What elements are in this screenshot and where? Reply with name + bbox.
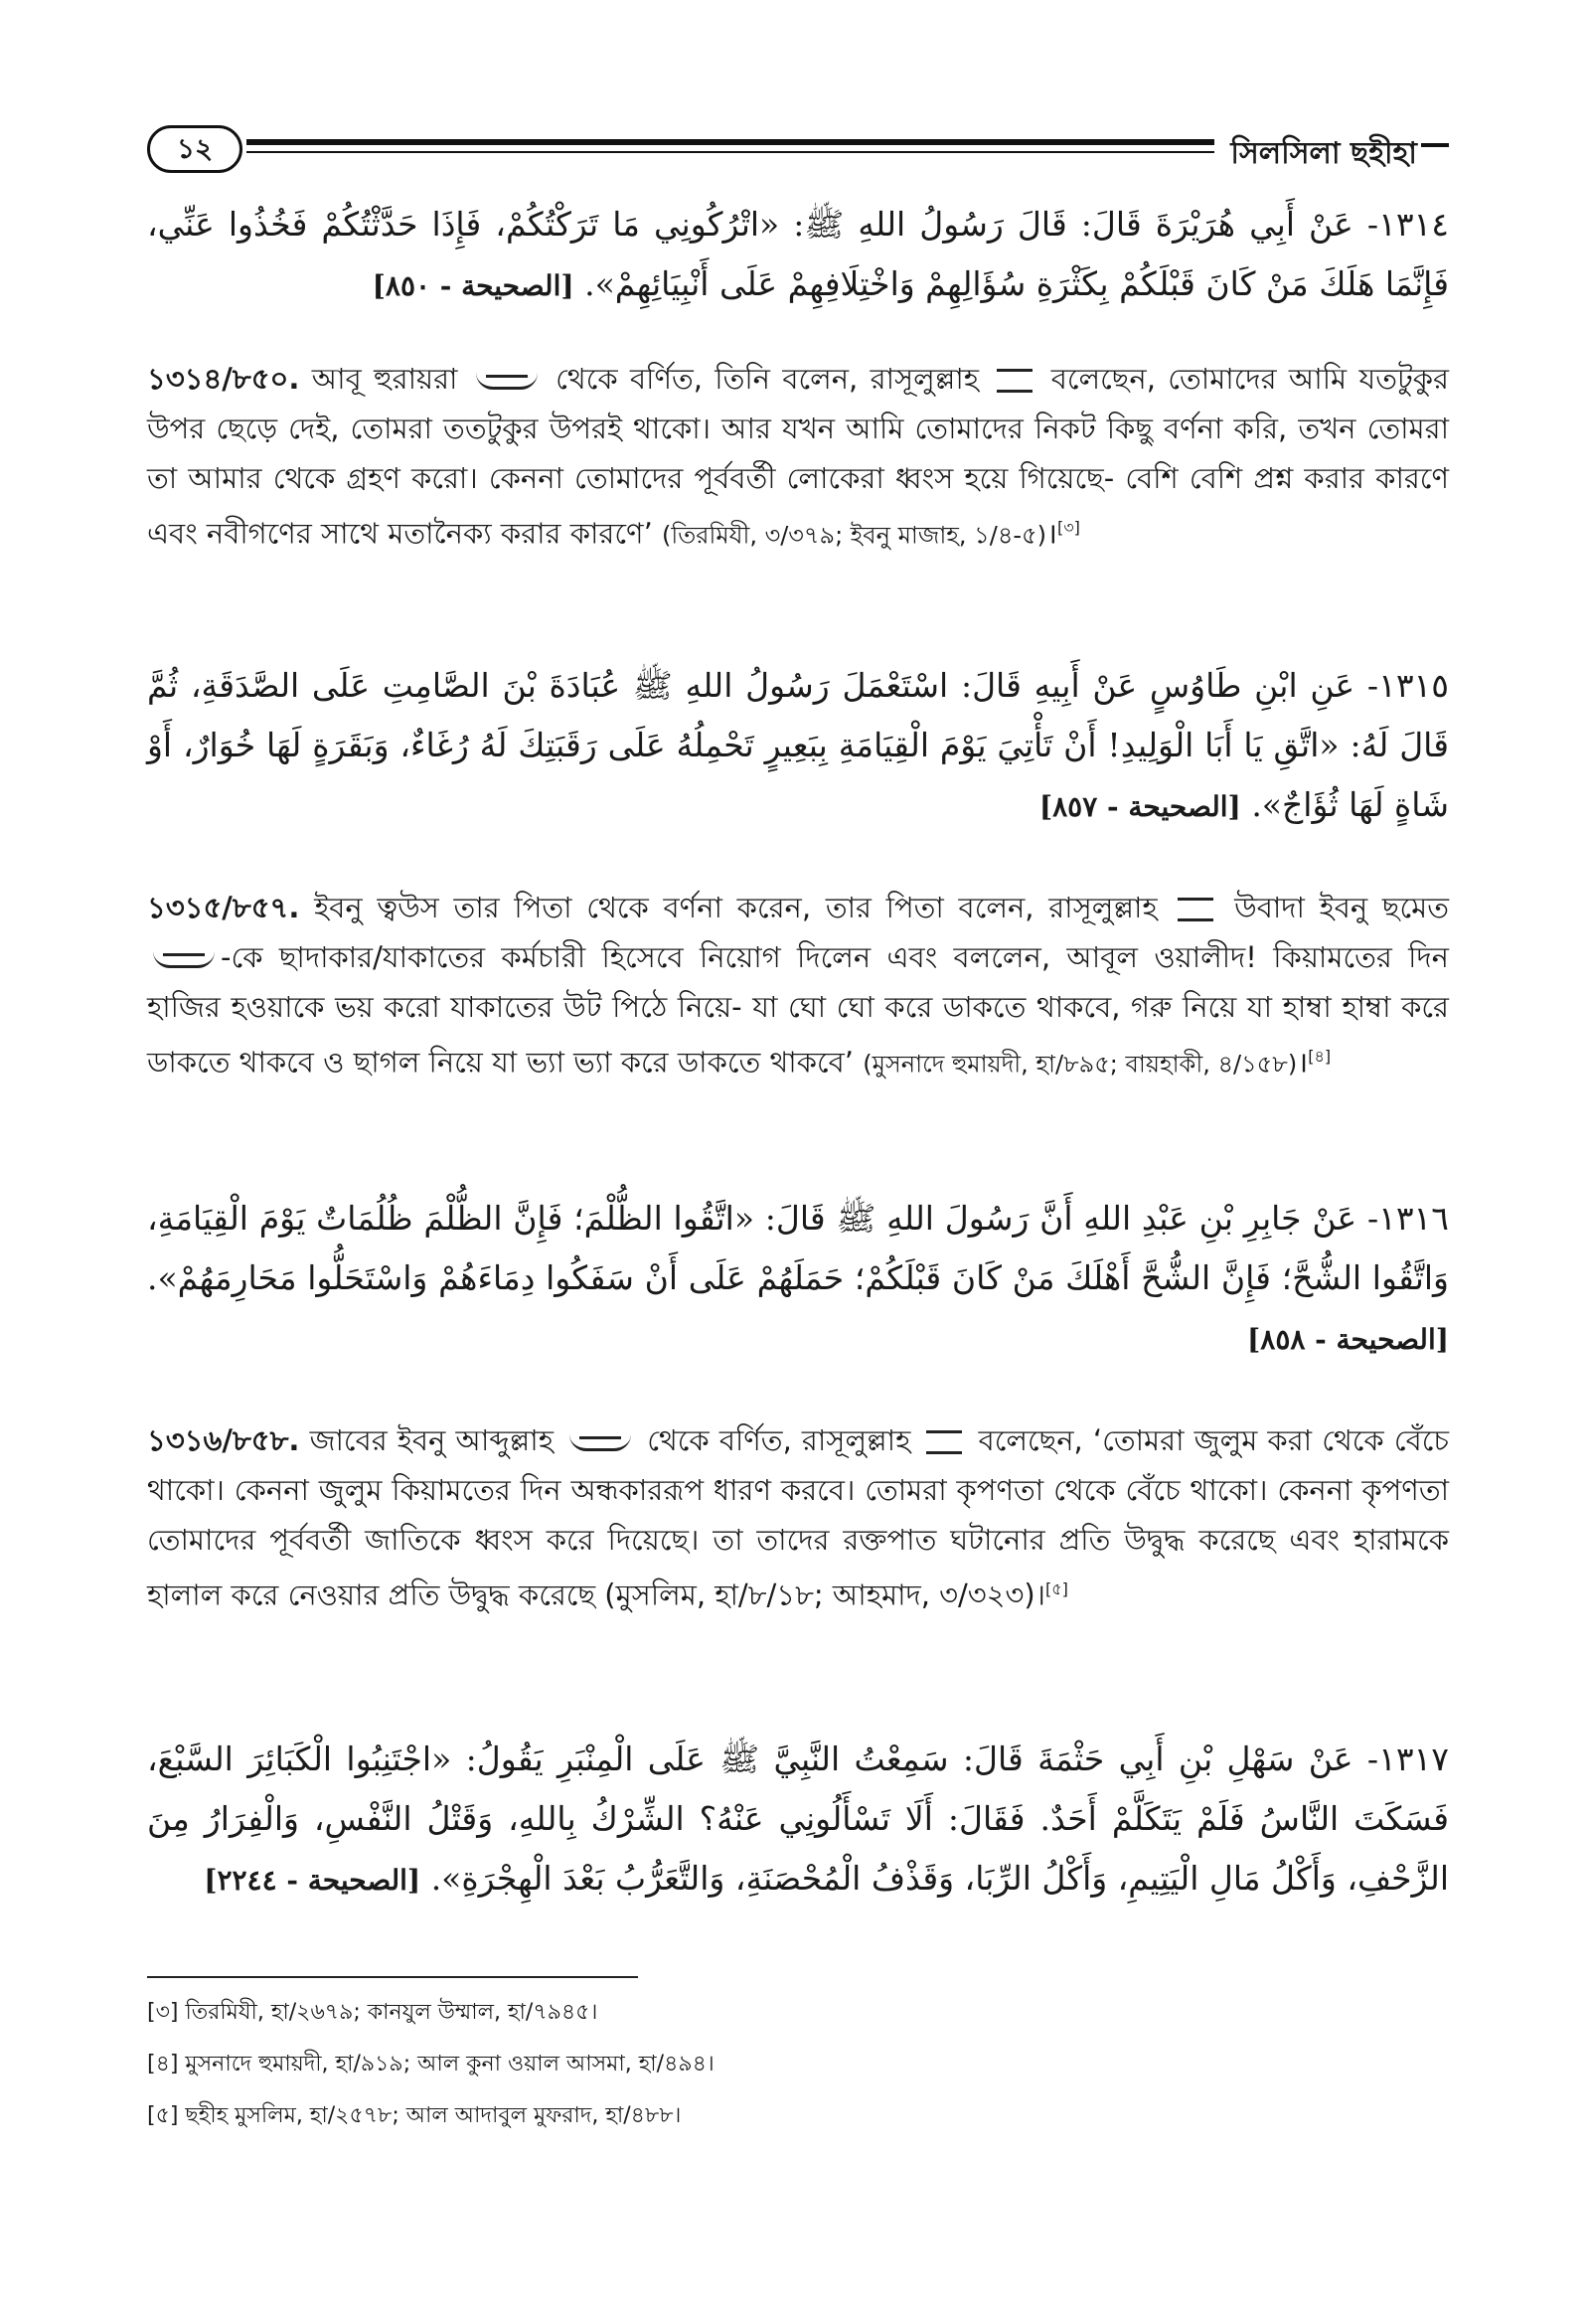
arabic-text: ١٣١٥- عَنِ ابْنِ طَاوُسٍ عَنْ أَبِيهِ قَالَ: اسْتَعْمَلَ رَسُولُ اللهِ ﷺ عُبَادَةَ بْنَ الصَّامِتِ عَلَى الصَّدَقَةِ، ثُمَّ قَالَ لَهُ: «اتَّقِ يَا أَبَا الْوَلِيدِ! أَنْ تَأْتِيَ يَوْمَ الْقِيَامَةِ بِبَعِيرٍ تَحْمِلُهُ عَلَى رَقَبَتِكَ لَهُ رُغَاءٌ، وَبَقَرَةٍ لَهَا خُوَارٌ، أَوْ شَاةٍ لَهَا ثُؤَاجٌ». (147, 666, 1449, 824)
footnote-divider (147, 1976, 638, 1978)
bangla-text: বলেছেন, তোমাদের আমি যতটুকুর উপর ছেড়ে দেই, তোমরা ততটুকুর উপরই থাকো। আর যখন আমি তোমাদের নিকট কিছু বর্ণনা করি, তখন তোমরা তা আমার থেকে গ্রহণ করো। কেননা তোমাদের পূর্ববর্তী লোকেরা ধ্বংস হয়ে গিয়েছে- বেশি বেশি প্রশ্ন করার কারণে এবং নবীগণের সাথে মতানৈক্য করার কারণে’ (147, 362, 1450, 551)
book-title: সিলসিলা ছহীহা (1230, 136, 1417, 171)
footnote-marker: [৩] (1057, 518, 1080, 537)
arabic-reference: [الصحيحة - ٨٥٨] (1247, 1323, 1449, 1356)
footnote-4: [৪] মুসনাদে হুমায়দী, হা/৯১৯; আল কুনা ওয়াল আসমা, হা/৪৯৪। (147, 2052, 715, 2076)
source-citation: (মুসনাদে হুমায়দী, হা/৮৯৫; বায়হাকী, ৪/১৫৮) (863, 1050, 1298, 1079)
hadith-number: ১৩১৪/৮৫০. (147, 362, 300, 396)
bangla-text: থেকে বর্ণিত, তিনি বলেন, রাসূলুল্লাহ (556, 362, 980, 396)
footnote-marker: [৪] (1308, 1047, 1332, 1066)
arabic-hadith-1317 (147, 1730, 1449, 1910)
page-number: ১২ (147, 125, 242, 173)
bangla-text: বলেছেন, ‘তোমরা জুলুম করা থেকে বেঁচে থাকো। কেননা জুলুম কিয়ামতের দিন অন্ধকাররূপ ধারণ করবে। তোমরা কৃপণতা থেকে বেঁচে থাকো। কেননা কৃপণতা তোমাদের পূর্ববর্তী জাতিকে ধ্বংস করে দিয়েছে। তা তাদের রক্তপাত ঘটানোর প্রতি উদ্বুদ্ধ করেছে এবং হারামকে হালাল করে নেওয়ার প্রতি উদ্বুদ্ধ করেছে (মুসলিম, হা/৮/১৮; আহমাদ, ৩/৩২৩) (147, 1423, 1450, 1612)
bangla-text: উবাদা ইবনু ছমেত (1234, 891, 1450, 924)
radiyallahu-anhu-icon (153, 951, 215, 968)
bangla-text: ইবনু ত্বউস তার পিতা থেকে বর্ণনা করেন, তার পিতা বলেন, রাসূলুল্লাহ (314, 891, 1158, 924)
bangla-text: জাবের ইবনু আব্দুল্লাহ (309, 1423, 554, 1457)
arabic-text: ١٣١٦- عَنْ جَابِرِ بْنِ عَبْدِ اللهِ أَنَّ رَسُولَ اللهِ ﷺ قَالَ: «اتَّقُوا الظُّلْمَ؛ فَإِنَّ الظُّلْمَ ظُلُمَاتٌ يَوْمَ الْقِيَامَةِ، وَاتَّقُوا الشُّحَّ؛ فَإِنَّ الشُّحَّ أَهْلَكَ مَنْ كَانَ قَبْلَكُمْ؛ حَمَلَهُمْ عَلَى أَنْ سَفَكُوا دِمَاءَهُمْ وَاسْتَحَلُّوا مَحَارِمَهُمْ». (147, 1199, 1449, 1297)
bangla-text: থেকে বর্ণিত, রাসূলুল্লাহ (647, 1423, 911, 1457)
hadith-number: ১৩১৫/৮৫৭. (147, 891, 300, 924)
sallallahu-alayhi-wasallam-icon (1178, 898, 1213, 921)
arabic-text: ١٣١٤- عَنْ أَبِي هُرَيْرَةَ قَالَ: قَالَ رَسُولُ اللهِ ﷺ: «اتْرُكُونِي مَا تَرَكْتُكُمْ، فَإِذَا حَدَّثْتُكُمْ فَخُذُوا عَنِّي، فَإِنَّمَا هَلَكَ مَنْ كَانَ قَبْلَكُمْ بِكَثْرَةِ سُؤَالِهِمْ وَاخْتِلَافِهِمْ عَلَى أَنْبِيَائِهِمْ». (147, 205, 1449, 303)
footnote-3: [৩] তিরমিযী, হা/২৬৭৯; কানযুল উম্মাল, হা/৭৯৪৫। (147, 2000, 598, 2025)
sallallahu-alayhi-wasallam-icon (997, 369, 1033, 393)
header-rule (246, 139, 1214, 145)
bangla-text: -কে ছাদাকার/যাকাতের কর্মচারী হিসেবে নিয়োগ দিলেন এবং বললেন, আবূল ওয়ালীদ! কিয়ামতের দিন হাজির হওয়াকে ভয় করো যাকাতের উট পিঠে নিয়ে- যা ঘো ঘো করে ডাকতে থাকবে, গরু নিয়ে যা হাম্বা হাম্বা করে ডাকতে থাকবে ও ছাগল নিয়ে যা ভ্যা ভ্যা করে ডাকতে থাকবে’ (147, 940, 1449, 1079)
radiyallahu-anhu-icon (476, 373, 538, 390)
arabic-reference: [الصحيحة - ٨٥٠] (372, 269, 574, 302)
bangla-translation-1316: ১৩১৬/৮৫৮. জাবের ইবনু আব্দুল্লাহ থেকে বর্ণিত, রাসূলুল্লাহ বলেছেন, ‘তোমরা জুলুম করা থেকে বেঁচে থাকো। কেননা জুলুম কিয়ামতের দিন অন্ধকাররূপ ধারণ করবে। তোমরা কৃপণতা থেকে বেঁচে থাকো। কেননা কৃপণতা তোমাদের পূর্ববর্তী জাতিকে ধ্বংস করে দিয়েছে। তা তাদের রক্তপাত ঘটানোর প্রতি উদ্বুদ্ধ করেছে এবং হারামকে হালাল করে নেওয়ার প্রতি উদ্বুদ্ধ করেছে (মুসলিম, হা/৮/১৮; আহমাদ, ৩/৩২৩)।[৫] (147, 1423, 1450, 1612)
header-rule-thin (246, 151, 1214, 153)
page-header (147, 125, 1449, 177)
footnote-marker: [৫] (1045, 1579, 1068, 1598)
hadith-number: ১৩১৬/৮৫৮. (147, 1423, 300, 1457)
bangla-translation-1315: ১৩১৫/৮৫৭. ইবনু ত্বউস তার পিতা থেকে বর্ণনা করেন, তার পিতা বলেন, রাসূলুল্লাহ উবাদা ইবনু ছমেত -কে ছাদাকার/যাকাতের কর্মচারী হিসেবে নিয়োগ দিলেন এবং বললেন, আবূল ওয়ালীদ! কিয়ামতের দিন হাজির হওয়াকে ভয় করো যাকাতের উট পিঠে নিয়ে- যা ঘো ঘো করে ডাকতে থাকবে, গরু নিয়ে যা হাম্বা হাম্বা করে ডাকতে থাকবে ও ছাগল নিয়ে যা ভ্যা ভ্যা করে ডাকতে থাকবে’ (মুসনাদে হুমায়দী, হা/৮৯৫; বায়হাকী, ৪/১৫৮)।[৪] (147, 891, 1450, 1079)
header-rule-end (1421, 143, 1449, 147)
arabic-reference: [الصحيحة - ٢٢٤٤] (204, 1864, 421, 1897)
arabic-reference: [الصحيحة - ٨٥٧] (1038, 790, 1241, 823)
radiyallahu-anhu-icon (569, 1434, 631, 1451)
bangla-text: আবূ হুরায়রা (311, 362, 458, 396)
sallallahu-alayhi-wasallam-icon (926, 1430, 962, 1454)
bangla-translation-1314: ১৩১৪/৮৫০. আবূ হুরায়রা থেকে বর্ণিত, তিনি বলেন, রাসূলুল্লাহ বলেছেন, তোমাদের আমি যতটুকুর উপর ছেড়ে দেই, তোমরা ততটুকুর উপরই থাকো। আর যখন আমি তোমাদের নিকট কিছু বর্ণনা করি, তখন তোমরা তা আমার থেকে গ্রহণ করো। কেননা তোমাদের পূর্ববর্তী লোকেরা ধ্বংস হয়ে গিয়েছে- বেশি বেশি প্রশ্ন করার কারণে এবং নবীগণের সাথে মতানৈক্য করার কারণে’ (তিরমিযী, ৩/৩৭৯; ইবনু মাজাহ, ১/৪-৫)।[৩] (147, 362, 1450, 551)
arabic-text: ١٣١٧- عَنْ سَهْلِ بْنِ أَبِي حَثْمَةَ قَالَ: سَمِعْتُ النَّبِيَّ ﷺ عَلَى الْمِنْبَرِ يَقُولُ: «اجْتَنِبُوا الْكَبَائِرَ السَّبْعَ، فَسَكَتَ النَّاسُ فَلَمْ يَتَكَلَّمْ أَحَدٌ. فَقَالَ: أَلَا تَسْأَلُونِي عَنْهُ؟ الشِّرْكُ بِاللهِ، وَقَتْلُ النَّفْسِ، وَالْفِرَارُ مِنَ الزَّحْفِ، وَأَكْلُ مَالِ الْيَتِيمِ، وَأَكْلُ الرِّبَا، وَقَذْفُ الْمُحْصَنَةِ، وَالتَّعَرُّبُ بَعْدَ الْهِجْرَةِ». (147, 1740, 1449, 1898)
footnote-5: [৫] ছহীহ মুসলিম, হা/২৫৭৮; আল আদাবুল মুফরাদ, হা/৪৮৮। (147, 2103, 682, 2128)
arabic-hadith-1314 (147, 195, 1449, 316)
arabic-hadith-1315 (147, 656, 1449, 837)
arabic-hadith-1316 (147, 1189, 1449, 1370)
source-citation: (তিরমিযী, ৩/৩৭৯; ইবনু মাজাহ, ১/৪-৫) (662, 521, 1046, 550)
